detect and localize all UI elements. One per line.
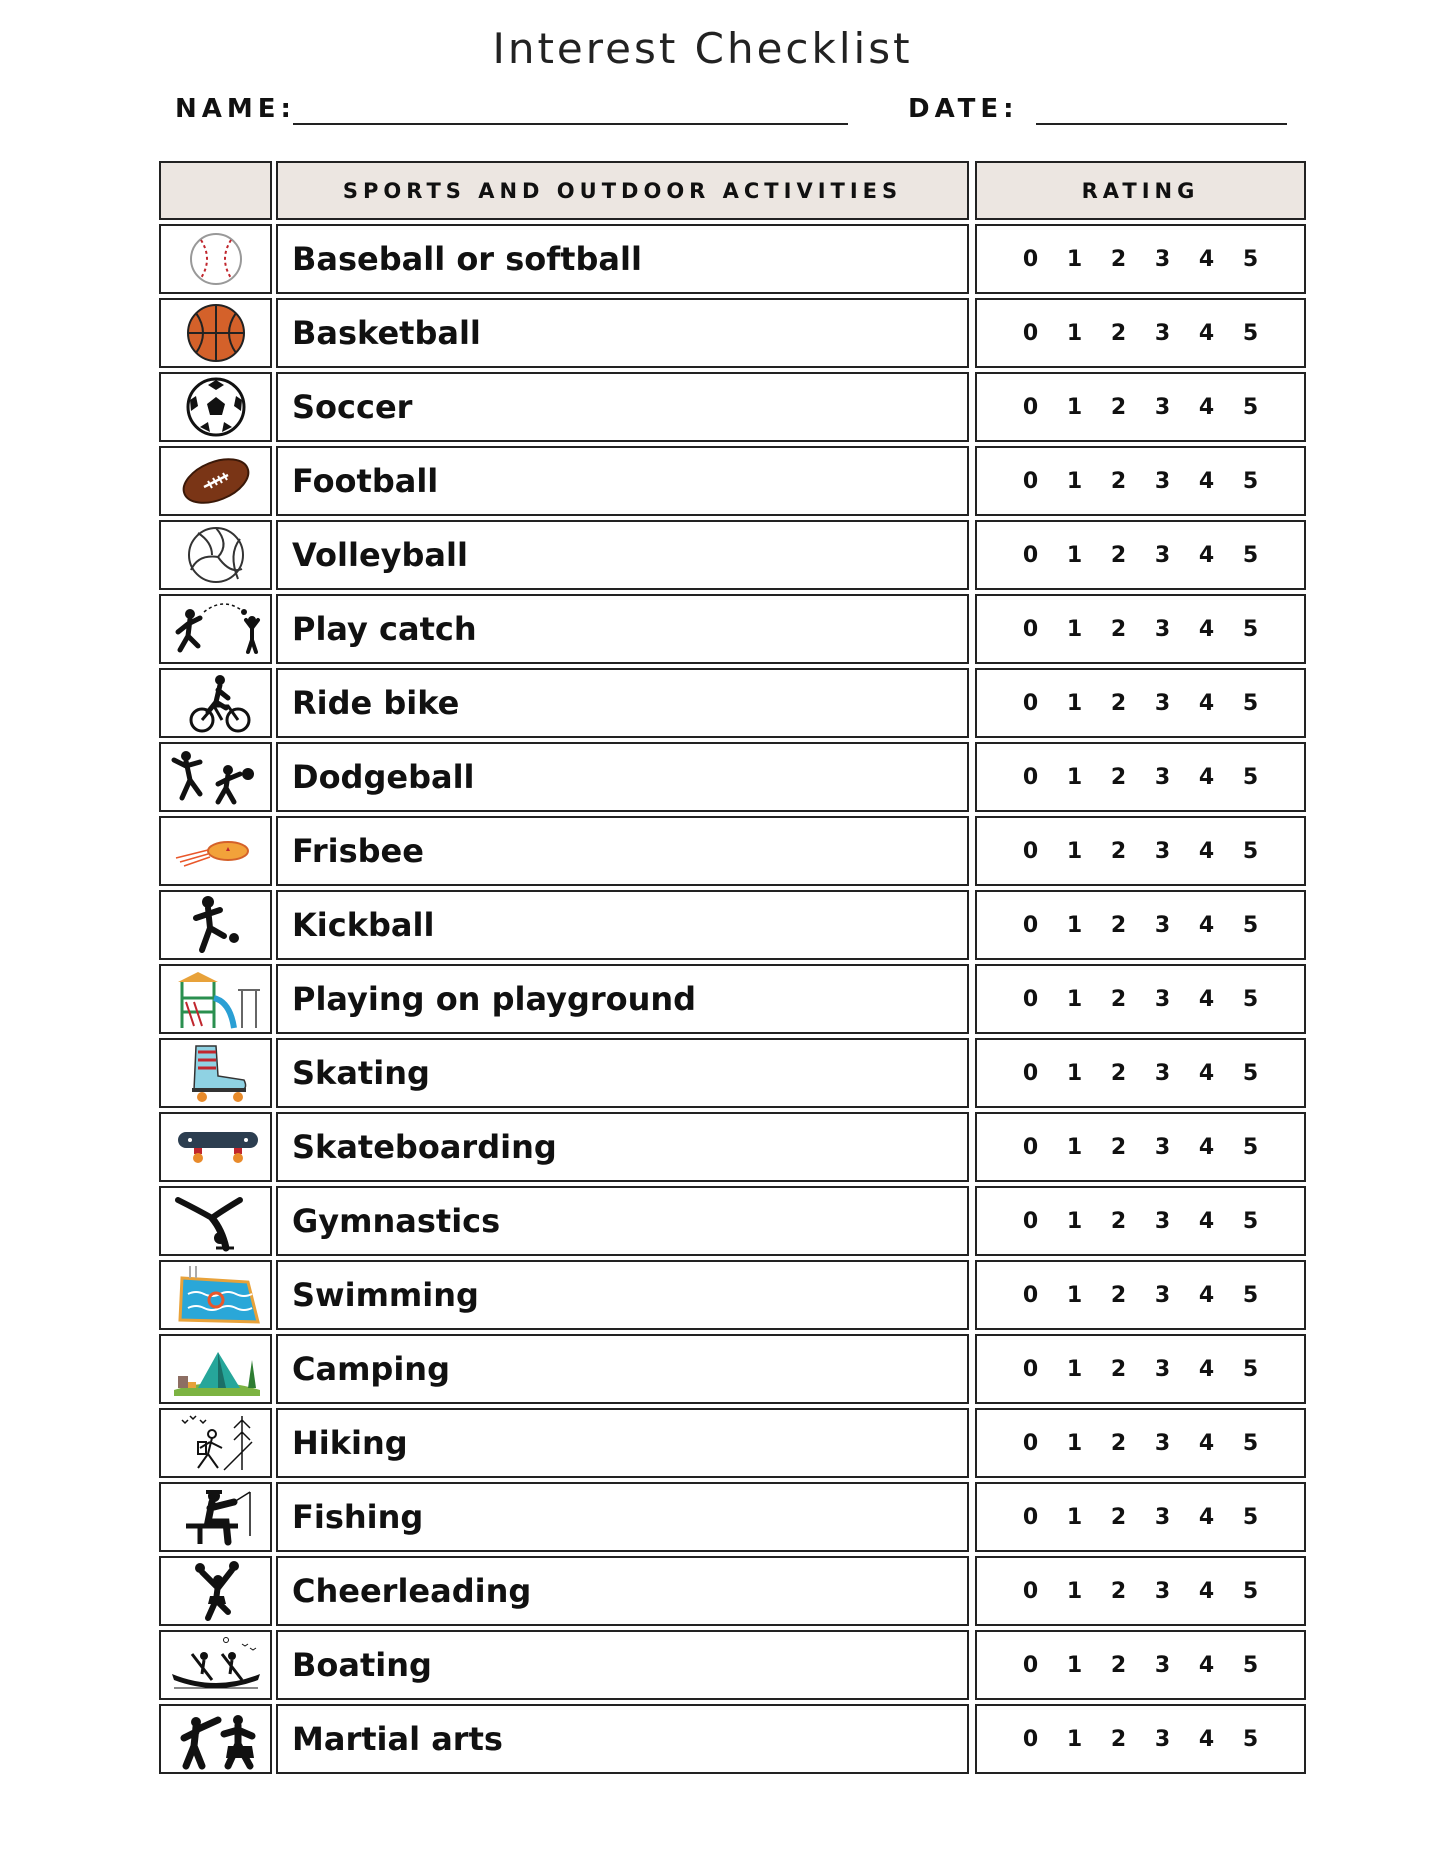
rating-option[interactable]: 4 xyxy=(1198,912,1215,938)
rating-option[interactable]: 1 xyxy=(1066,1208,1083,1234)
activity-name: Playing on playground xyxy=(276,964,969,1034)
rating-options xyxy=(975,372,1306,442)
rating-option[interactable]: 2 xyxy=(1110,1430,1127,1456)
activity-name: Fishing xyxy=(276,1482,969,1552)
rating-option[interactable]: 1 xyxy=(1066,912,1083,938)
rating-option[interactable]: 2 xyxy=(1110,912,1127,938)
activity-icon-cell xyxy=(159,224,272,294)
bike-rider-icon xyxy=(168,672,264,734)
rating-option[interactable]: 2 xyxy=(1110,542,1127,568)
activity-icon-cell xyxy=(159,1630,272,1700)
activity-name: Skateboarding xyxy=(276,1112,969,1182)
rating-option[interactable]: 1 xyxy=(1066,1504,1083,1530)
icon-header xyxy=(159,161,272,220)
roller-skate-icon xyxy=(168,1042,264,1104)
rating-options xyxy=(975,594,1306,664)
activity-icon-cell xyxy=(159,964,272,1034)
rating-option[interactable]: 0 xyxy=(1022,1208,1039,1234)
rating-option[interactable]: 3 xyxy=(1154,1208,1171,1234)
activity-icon-cell xyxy=(159,1408,272,1478)
rating-option[interactable]: 3 xyxy=(1154,394,1171,420)
rating-option[interactable]: 1 xyxy=(1066,246,1083,272)
rating-option[interactable]: 1 xyxy=(1066,690,1083,716)
rating-option[interactable]: 1 xyxy=(1066,320,1083,346)
activity-name: Basketball xyxy=(276,298,969,368)
page-title: Interest Checklist xyxy=(492,24,913,73)
rating-options xyxy=(975,1556,1306,1626)
rating-option[interactable]: 5 xyxy=(1242,616,1259,642)
activity-name: Swimming xyxy=(276,1260,969,1330)
activity-name: Ride bike xyxy=(276,668,969,738)
swimming-pool-icon xyxy=(168,1264,264,1326)
rating-option[interactable]: 2 xyxy=(1110,394,1127,420)
rating-option[interactable]: 5 xyxy=(1242,1282,1259,1308)
rating-option[interactable]: 3 xyxy=(1154,764,1171,790)
rating-option[interactable]: 0 xyxy=(1022,912,1039,938)
rating-option[interactable]: 3 xyxy=(1154,1134,1171,1160)
activity-name: Volleyball xyxy=(276,520,969,590)
rating-option[interactable]: 5 xyxy=(1242,320,1259,346)
fisherman-icon xyxy=(168,1486,264,1548)
rating-option[interactable]: 3 xyxy=(1154,246,1171,272)
rating-option[interactable]: 4 xyxy=(1198,246,1215,272)
rating-options xyxy=(975,1482,1306,1552)
name-label: NAME: xyxy=(175,94,296,124)
rating-option[interactable]: 0 xyxy=(1022,542,1039,568)
rating-option[interactable]: 0 xyxy=(1022,1652,1039,1678)
rating-option[interactable]: 3 xyxy=(1154,1060,1171,1086)
rating-option[interactable]: 2 xyxy=(1110,1282,1127,1308)
canoe-icon xyxy=(168,1634,264,1696)
rating-option[interactable]: 3 xyxy=(1154,986,1171,1012)
activity-name: Kickball xyxy=(276,890,969,960)
activity-header-label: SPORTS AND OUTDOOR ACTIVITIES xyxy=(342,178,903,203)
rating-option[interactable]: 5 xyxy=(1242,1652,1259,1678)
activity-icon-cell xyxy=(159,594,272,664)
activity-icon-cell xyxy=(159,1482,272,1552)
rating-option[interactable]: 4 xyxy=(1198,320,1215,346)
rating-option[interactable]: 3 xyxy=(1154,838,1171,864)
activity-icon-cell xyxy=(159,446,272,516)
rating-option[interactable]: 4 xyxy=(1198,616,1215,642)
rating-option[interactable]: 1 xyxy=(1066,394,1083,420)
rating-options xyxy=(975,298,1306,368)
rating-option[interactable]: 5 xyxy=(1242,912,1259,938)
rating-option[interactable]: 3 xyxy=(1154,1652,1171,1678)
rating-option[interactable]: 5 xyxy=(1242,764,1259,790)
rating-option[interactable]: 4 xyxy=(1198,986,1215,1012)
rating-options xyxy=(975,1112,1306,1182)
rating-option[interactable]: 4 xyxy=(1198,1356,1215,1382)
activity-name: Hiking xyxy=(276,1408,969,1478)
rating-option[interactable]: 0 xyxy=(1022,1356,1039,1382)
playground-icon xyxy=(168,968,264,1030)
rating-option[interactable]: 4 xyxy=(1198,1578,1215,1604)
rating-option[interactable]: 0 xyxy=(1022,320,1039,346)
activity-name: Camping xyxy=(276,1334,969,1404)
cheerleader-icon xyxy=(168,1560,264,1622)
activity-icon-cell xyxy=(159,1260,272,1330)
rating-option[interactable]: 1 xyxy=(1066,838,1083,864)
rating-option[interactable]: 3 xyxy=(1154,468,1171,494)
rating-option[interactable]: 0 xyxy=(1022,1134,1039,1160)
rating-option[interactable]: 2 xyxy=(1110,690,1127,716)
rating-options xyxy=(975,1630,1306,1700)
rating-option[interactable]: 0 xyxy=(1022,468,1039,494)
rating-option[interactable]: 2 xyxy=(1110,468,1127,494)
rating-option[interactable]: 5 xyxy=(1242,394,1259,420)
activity-icon-cell xyxy=(159,742,272,812)
rating-option[interactable]: 2 xyxy=(1110,764,1127,790)
baseball-icon xyxy=(168,228,264,290)
rating-option[interactable]: 4 xyxy=(1198,468,1215,494)
rating-option[interactable]: 2 xyxy=(1110,1060,1127,1086)
rating-option[interactable]: 1 xyxy=(1066,468,1083,494)
activity-icon-cell xyxy=(159,298,272,368)
frisbee-icon xyxy=(168,820,264,882)
rating-option[interactable]: 3 xyxy=(1154,690,1171,716)
rating-options xyxy=(975,668,1306,738)
activity-icon-cell xyxy=(159,372,272,442)
activity-name: Football xyxy=(276,446,969,516)
name-field[interactable] xyxy=(293,123,848,125)
rating-options xyxy=(975,224,1306,294)
rating-option[interactable]: 1 xyxy=(1066,986,1083,1012)
rating-option[interactable]: 1 xyxy=(1066,542,1083,568)
rating-options xyxy=(975,1186,1306,1256)
date-label: DATE: xyxy=(908,94,1019,124)
kickball-icon xyxy=(168,894,264,956)
rating-option[interactable]: 0 xyxy=(1022,838,1039,864)
rating-option[interactable]: 5 xyxy=(1242,1430,1259,1456)
rating-option[interactable]: 2 xyxy=(1110,1134,1127,1160)
rating-options xyxy=(975,1334,1306,1404)
gymnast-icon xyxy=(168,1190,264,1252)
soccer-ball-icon xyxy=(168,376,264,438)
rating-option[interactable]: 0 xyxy=(1022,616,1039,642)
rating-option[interactable]: 2 xyxy=(1110,1208,1127,1234)
rating-option[interactable]: 2 xyxy=(1110,1726,1127,1752)
rating-option[interactable]: 3 xyxy=(1154,1578,1171,1604)
volleyball-icon xyxy=(168,524,264,586)
rating-option[interactable]: 0 xyxy=(1022,1060,1039,1086)
dodgeball-icon xyxy=(168,746,264,808)
date-field[interactable] xyxy=(1036,123,1287,125)
rating-option[interactable]: 0 xyxy=(1022,1504,1039,1530)
activity-name: Frisbee xyxy=(276,816,969,886)
rating-option[interactable]: 5 xyxy=(1242,468,1259,494)
activity-name: Baseball or softball xyxy=(276,224,969,294)
rating-option[interactable]: 3 xyxy=(1154,1356,1171,1382)
rating-option[interactable]: 1 xyxy=(1066,1282,1083,1308)
hiker-icon xyxy=(168,1412,264,1474)
rating-option[interactable]: 1 xyxy=(1066,1060,1083,1086)
activity-icon-cell xyxy=(159,1334,272,1404)
rating-option[interactable]: 5 xyxy=(1242,1578,1259,1604)
rating-options xyxy=(975,1038,1306,1108)
rating-option[interactable]: 5 xyxy=(1242,1504,1259,1530)
rating-option[interactable]: 0 xyxy=(1022,246,1039,272)
rating-options xyxy=(975,816,1306,886)
skateboard-icon xyxy=(168,1116,264,1178)
rating-option[interactable]: 5 xyxy=(1242,1060,1259,1086)
rating-option[interactable]: 3 xyxy=(1154,1504,1171,1530)
football-icon xyxy=(168,450,264,512)
rating-option[interactable]: 5 xyxy=(1242,1134,1259,1160)
tent-icon xyxy=(168,1338,264,1400)
activity-icon-cell xyxy=(159,1038,272,1108)
rating-option[interactable]: 5 xyxy=(1242,1726,1259,1752)
rating-option[interactable]: 2 xyxy=(1110,986,1127,1012)
activity-icon-cell xyxy=(159,816,272,886)
rating-option[interactable]: 4 xyxy=(1198,1282,1215,1308)
rating-option[interactable]: 4 xyxy=(1198,1060,1215,1086)
rating-option[interactable]: 2 xyxy=(1110,320,1127,346)
activity-icon-cell xyxy=(159,1556,272,1626)
rating-options xyxy=(975,1260,1306,1330)
rating-options xyxy=(975,742,1306,812)
rating-option[interactable]: 2 xyxy=(1110,616,1127,642)
rating-options xyxy=(975,520,1306,590)
rating-option[interactable]: 5 xyxy=(1242,1208,1259,1234)
rating-option[interactable]: 2 xyxy=(1110,1652,1127,1678)
rating-option[interactable]: 0 xyxy=(1022,764,1039,790)
rating-option[interactable]: 4 xyxy=(1198,1726,1215,1752)
rating-option[interactable]: 2 xyxy=(1110,838,1127,864)
rating-option[interactable]: 4 xyxy=(1198,542,1215,568)
rating-option[interactable]: 5 xyxy=(1242,246,1259,272)
rating-header xyxy=(975,161,1306,220)
rating-option[interactable]: 1 xyxy=(1066,764,1083,790)
activity-icon-cell xyxy=(159,890,272,960)
rating-option[interactable]: 1 xyxy=(1066,1430,1083,1456)
rating-options xyxy=(975,964,1306,1034)
activity-name: Play catch xyxy=(276,594,969,664)
activity-header xyxy=(276,161,969,220)
rating-option[interactable]: 3 xyxy=(1154,912,1171,938)
rating-option[interactable]: 1 xyxy=(1066,1578,1083,1604)
activity-icon-cell xyxy=(159,668,272,738)
activity-name: Martial arts xyxy=(276,1704,969,1774)
rating-option[interactable]: 4 xyxy=(1198,1652,1215,1678)
rating-option[interactable]: 3 xyxy=(1154,320,1171,346)
rating-option[interactable]: 5 xyxy=(1242,690,1259,716)
rating-option[interactable]: 2 xyxy=(1110,1504,1127,1530)
basketball-icon xyxy=(168,302,264,364)
activity-icon-cell xyxy=(159,1186,272,1256)
rating-option[interactable]: 3 xyxy=(1154,616,1171,642)
rating-option[interactable]: 0 xyxy=(1022,1282,1039,1308)
rating-option[interactable]: 0 xyxy=(1022,1578,1039,1604)
activity-name: Boating xyxy=(276,1630,969,1700)
rating-option[interactable]: 5 xyxy=(1242,1356,1259,1382)
rating-options xyxy=(975,1408,1306,1478)
rating-option[interactable]: 3 xyxy=(1154,1430,1171,1456)
rating-option[interactable]: 1 xyxy=(1066,1134,1083,1160)
rating-option[interactable]: 1 xyxy=(1066,616,1083,642)
rating-option[interactable]: 4 xyxy=(1198,1430,1215,1456)
rating-options xyxy=(975,890,1306,960)
play-catch-icon xyxy=(168,598,264,660)
rating-header-label: RATING xyxy=(1081,178,1200,203)
martial-arts-icon xyxy=(168,1708,264,1770)
rating-option[interactable]: 3 xyxy=(1154,1282,1171,1308)
rating-option[interactable]: 5 xyxy=(1242,986,1259,1012)
rating-option[interactable]: 0 xyxy=(1022,394,1039,420)
rating-option[interactable]: 0 xyxy=(1022,1430,1039,1456)
rating-option[interactable]: 3 xyxy=(1154,1726,1171,1752)
rating-option[interactable]: 2 xyxy=(1110,1578,1127,1604)
rating-option[interactable]: 1 xyxy=(1066,1652,1083,1678)
rating-option[interactable]: 1 xyxy=(1066,1356,1083,1382)
rating-option[interactable]: 4 xyxy=(1198,690,1215,716)
activity-icon-cell xyxy=(159,1704,272,1774)
rating-option[interactable]: 0 xyxy=(1022,986,1039,1012)
rating-options xyxy=(975,1704,1306,1774)
activity-name: Cheerleading xyxy=(276,1556,969,1626)
rating-options xyxy=(975,446,1306,516)
rating-option[interactable]: 5 xyxy=(1242,838,1259,864)
rating-option[interactable]: 3 xyxy=(1154,542,1171,568)
rating-option[interactable]: 4 xyxy=(1198,838,1215,864)
rating-option[interactable]: 4 xyxy=(1198,764,1215,790)
activity-name: Skating xyxy=(276,1038,969,1108)
rating-option[interactable]: 4 xyxy=(1198,1504,1215,1530)
activity-icon-cell xyxy=(159,520,272,590)
rating-option[interactable]: 0 xyxy=(1022,1726,1039,1752)
rating-option[interactable]: 0 xyxy=(1022,690,1039,716)
activity-name: Soccer xyxy=(276,372,969,442)
activity-icon-cell xyxy=(159,1112,272,1182)
rating-option[interactable]: 4 xyxy=(1198,394,1215,420)
rating-option[interactable]: 2 xyxy=(1110,246,1127,272)
rating-option[interactable]: 5 xyxy=(1242,542,1259,568)
activity-name: Gymnastics xyxy=(276,1186,969,1256)
rating-option[interactable]: 4 xyxy=(1198,1208,1215,1234)
rating-option[interactable]: 4 xyxy=(1198,1134,1215,1160)
rating-option[interactable]: 1 xyxy=(1066,1726,1083,1752)
activity-name: Dodgeball xyxy=(276,742,969,812)
rating-option[interactable]: 2 xyxy=(1110,1356,1127,1382)
